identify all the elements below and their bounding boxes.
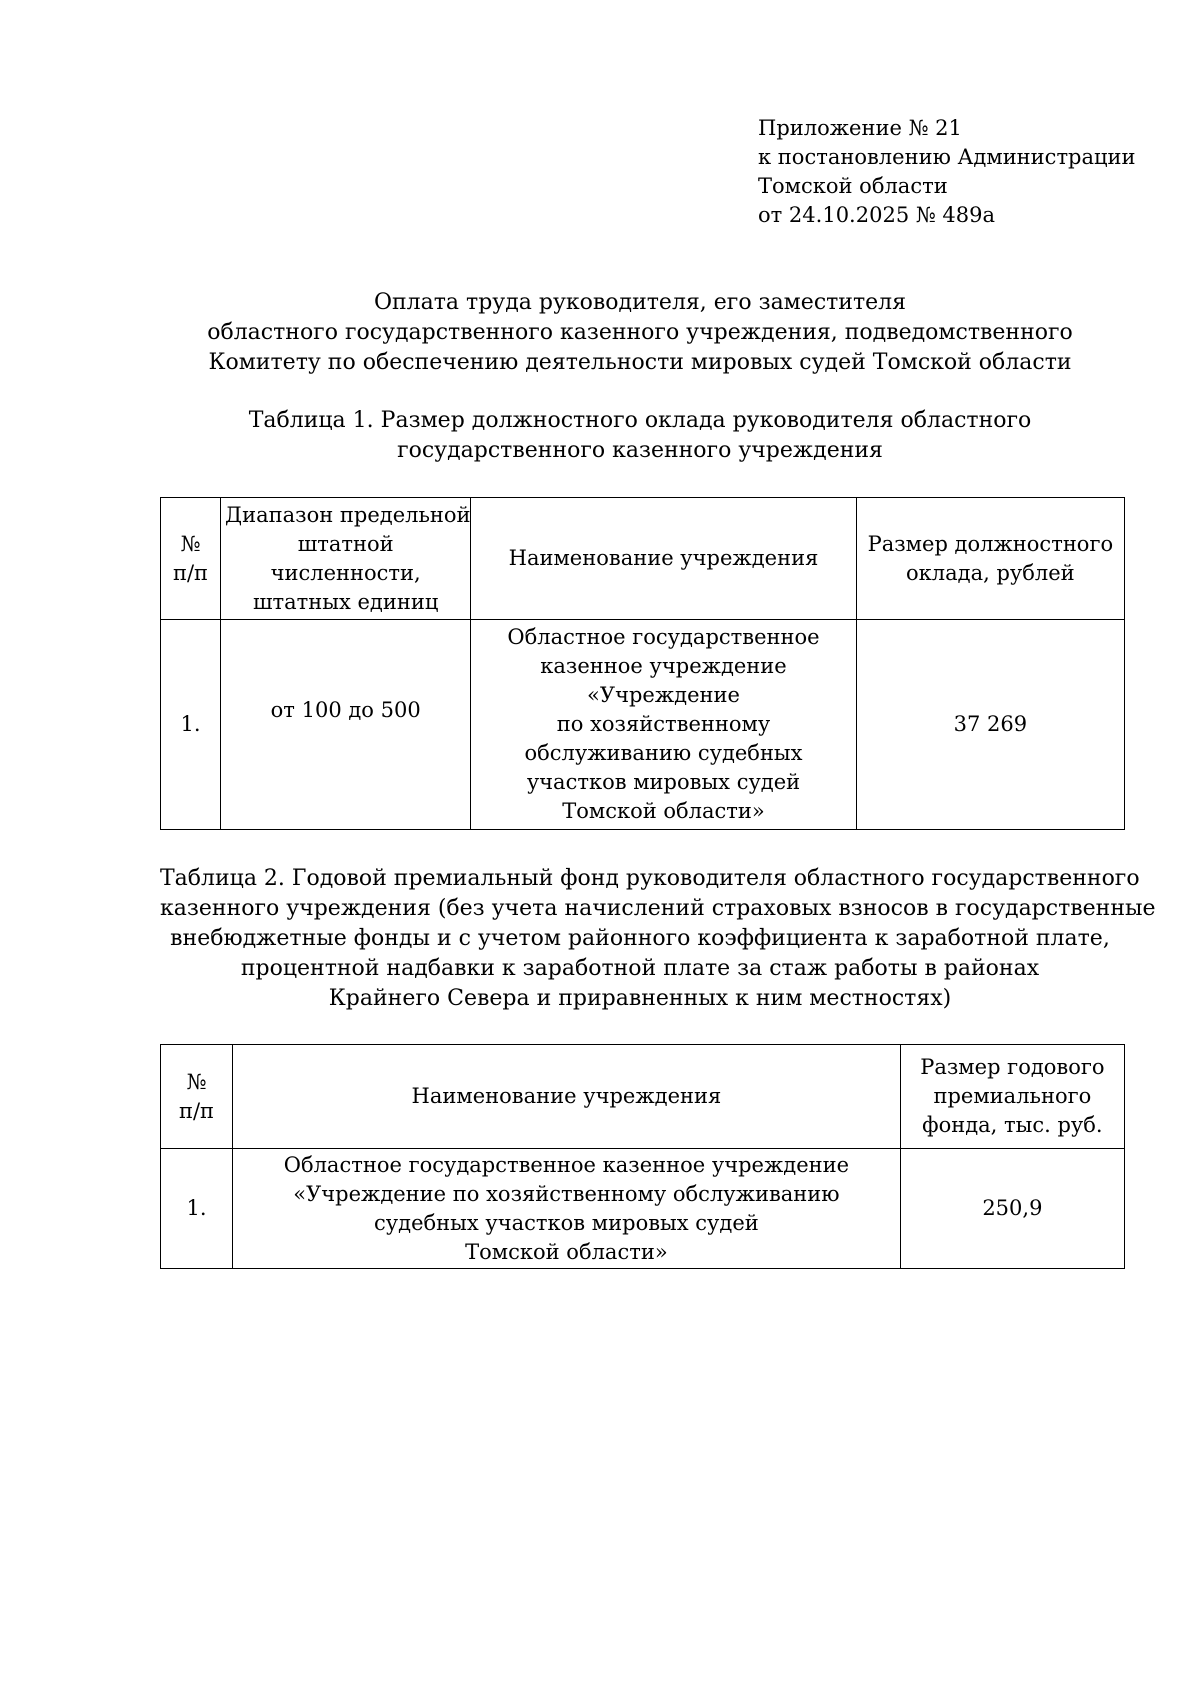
appendix-line: к постановлению Администрации [758,145,1136,169]
title-line: Комитету по обеспечению деятельности мировых судей Томской области [208,350,1072,375]
cell-text: судебных участков мировых судей [374,1210,759,1235]
salary-table [160,497,1125,830]
appendix-block [758,114,1178,230]
header-text: Размер должностного [867,531,1114,556]
cell-fund: 250,9 [900,1149,1124,1269]
cell-number: 1. [161,1149,233,1269]
cell-text: по хозяйственному [556,712,771,736]
cell-text: Областное государственное казенное учреждение [283,1152,850,1177]
header-text: оклада, рублей [906,560,1075,585]
header-text: штатной [297,531,394,556]
table1-caption [160,406,1120,466]
table-header-row [161,1045,1125,1149]
header-text: № [180,531,201,556]
caption-line: Таблица 2. Годовой премиальный фонд руководителя областного государственного [160,866,1140,891]
header-text: № [186,1069,207,1094]
cell-number: 1. [161,620,221,830]
header-text: Диапазон предельной [225,502,471,527]
table2-caption [160,864,1156,1014]
cell-salary: 37 269 [856,620,1124,830]
caption-line: процентной надбавки к заработной плате за стаж работы в районах [240,956,1040,981]
header-text: фонда, тыс. руб. [922,1113,1103,1137]
cell-text: Томской области» [562,799,765,823]
bonus-fund-table [160,1044,1125,1269]
header-name: Наименование учреждения [471,498,856,620]
cell-text: обслуживанию судебных [524,741,803,765]
header-number [161,1045,233,1149]
title-line: областного государственного казенного учреждения, подведомственного [207,320,1073,345]
cell-text: Областное государственное [507,625,820,649]
table-row [161,1149,1125,1269]
title-line: Оплата труда руководителя, его заместителя [373,290,907,315]
header-text: штатных единиц [252,589,439,614]
cell-name [233,1149,901,1269]
appendix-line: Томской области [758,174,948,198]
header-fund [900,1045,1124,1149]
header-salary [856,498,1124,620]
header-text: п/п [178,1098,215,1123]
header-text: Размер годового [920,1055,1105,1079]
table-row [161,620,1125,830]
header-text: п/п [172,560,209,585]
cell-name [471,620,856,830]
caption-line: внебюджетные фонды и с учетом районного коэффициента к заработной плате, [170,926,1110,951]
header-text: численности, [270,560,421,585]
cell-text: «Учреждение по хозяйственному обслуживанию [293,1181,840,1206]
header-number [161,498,221,620]
caption-line: Крайнего Севера и приравненных к ним местностях) [328,986,952,1011]
cell-text: казенное учреждение [540,654,787,678]
header-name: Наименование учреждения [233,1045,901,1149]
caption-line: Таблица 1. Размер должностного оклада руководителя областного [248,408,1032,433]
table-header-row [161,498,1125,620]
cell-text: «Учреждение [587,683,740,707]
header-text: премиального [933,1084,1092,1108]
document-title [160,288,1120,378]
caption-line: государственного казенного учреждения [397,438,883,463]
cell-range: от 100 до 500 [221,620,471,830]
header-range [221,498,471,620]
appendix-line: от 24.10.2025 № 489а [758,203,995,227]
caption-line: казенного учреждения (без учета начислений страховых взносов в государственные [160,896,1156,921]
appendix-line: Приложение № 21 [758,116,962,140]
cell-text: участков мировых судей [526,770,801,794]
cell-text: Томской области» [465,1239,668,1264]
